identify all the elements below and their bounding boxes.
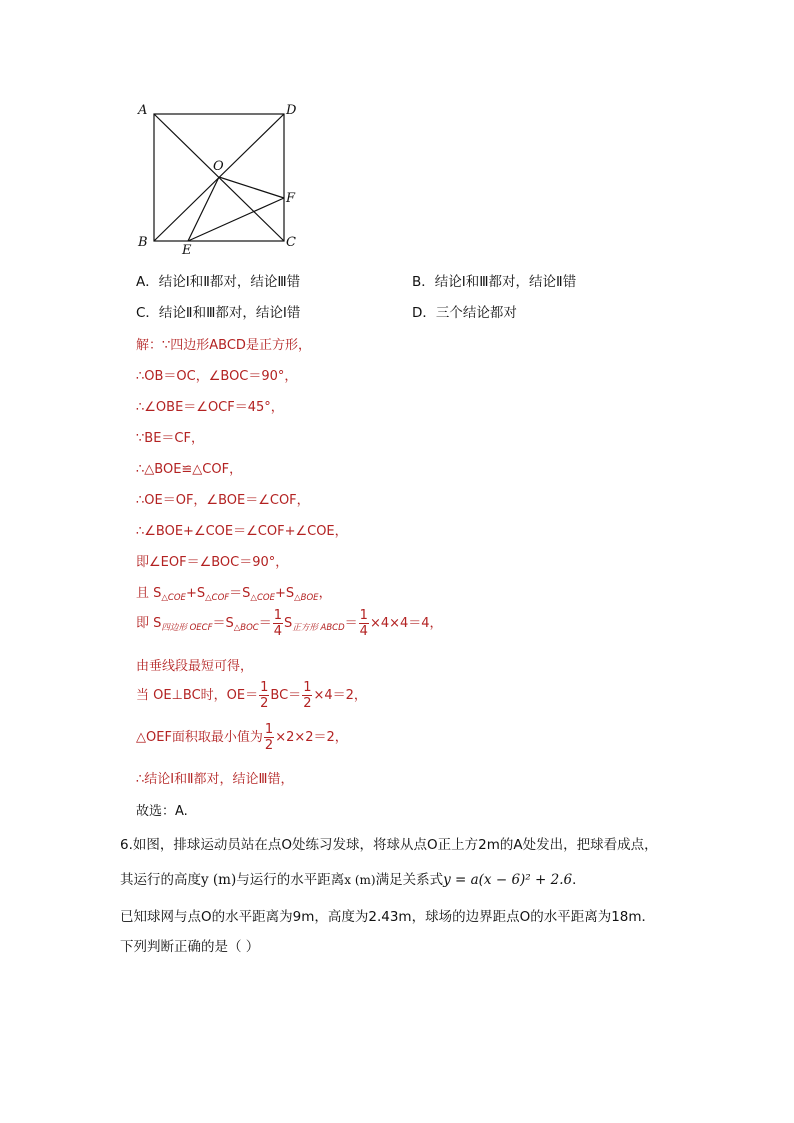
solution-line-14: ∴结论Ⅰ和Ⅱ都对，结论Ⅲ错， (136, 772, 294, 787)
l9-end: ， (318, 586, 332, 601)
option-d: D．三个结论都对 (412, 305, 517, 321)
l9-eq: ＝S (229, 586, 251, 601)
frac-num: 1 (273, 608, 283, 623)
label-c: C (286, 235, 296, 250)
segment-oe (188, 177, 219, 241)
frac-num: 1 (359, 608, 368, 623)
q-l2d: x (m) (344, 873, 376, 887)
solution-line-7: ∴∠BOE+∠COE＝∠COF+∠COE， (136, 524, 348, 539)
l10-pre: 即 S (136, 616, 162, 631)
question-6-line-1: 6.如图，排球运动员站在点O处练习发球，将球从点O正上方2m的A处发出，把球看成点， (120, 837, 658, 853)
q-l2c: 与运行的水平距离 (236, 872, 345, 888)
frac-den: 2 (260, 696, 269, 711)
l13-end: ×2×2＝2， (275, 730, 348, 745)
square-diagram (130, 96, 310, 256)
frac-num: 1 (303, 680, 312, 695)
l10-sub3: 正方形 ABCD (292, 623, 345, 633)
q-l2a: 其运行的高度 (120, 872, 201, 888)
l10-s: S (284, 616, 293, 631)
l12-mid: BC＝ (270, 688, 302, 703)
question-6-line-4: 下列判断正确的是（ ） (120, 939, 260, 955)
l10-eq: ＝S (212, 616, 234, 631)
label-f: F (286, 191, 296, 206)
solution-line-5: ∴△BOE≌△COF， (136, 462, 243, 477)
l10-eq2: ＝ (258, 616, 272, 631)
frac-den: 2 (264, 738, 274, 753)
solution-line-10 (136, 608, 443, 639)
label-o: O (213, 159, 224, 174)
frac-num: 1 (264, 722, 274, 737)
solution-answer: 故选：A. (136, 804, 188, 819)
frac-num: 1 (260, 680, 269, 695)
l12-pre: 当 OE⊥BC时，OE＝ (136, 688, 259, 703)
frac-den: 2 (303, 696, 312, 711)
solution-line-8: 即∠EOF＝∠BOC＝90°， (136, 555, 289, 570)
option-a: A．结论Ⅰ和Ⅱ都对，结论Ⅲ错 (136, 274, 301, 290)
solution-line-13 (136, 722, 348, 753)
solution-line-12 (136, 680, 367, 711)
frac-den: 4 (273, 624, 283, 639)
l10-eq3: ＝ (344, 616, 358, 631)
label-d: D (286, 103, 297, 118)
q-l2g: ． (572, 872, 586, 888)
solution-line-4: ∵BE＝CF， (136, 431, 204, 446)
frac-den: 4 (359, 624, 368, 639)
fraction-one-half-2 (302, 680, 312, 711)
label-b: B (138, 235, 148, 250)
l10-end: ×4×4＝4， (369, 616, 443, 631)
q-l2e: 满足关系式 (375, 872, 444, 888)
fraction-one-half-3 (264, 722, 274, 753)
solution-line-2: ∴OB＝OC，∠BOC＝90°， (136, 369, 298, 384)
square-figure (130, 96, 310, 260)
solution-line-1: 解：∵四边形ABCD是正方形， (136, 338, 311, 353)
l9-sub4: △BOE (294, 593, 319, 603)
solution-line-6: ∴OE＝OF，∠BOE＝∠COF， (136, 493, 310, 508)
segment-ef (188, 198, 284, 241)
q-l2b: y (m) (201, 872, 237, 888)
q-formula: y = a(x − 6)² + 2.6 (443, 872, 573, 888)
label-a: A (138, 103, 148, 118)
question-6-line-3: 已知球网与点O的水平距离为9m，高度为2.43m，球场的边界距点O的水平距离为18m． (120, 909, 656, 925)
option-c: C．结论Ⅱ和Ⅲ都对，结论Ⅰ错 (136, 305, 301, 321)
option-b: B．结论Ⅰ和Ⅲ都对，结论Ⅱ错 (412, 274, 577, 290)
solution-line-9 (136, 582, 332, 603)
question-6-line-2 (120, 868, 586, 888)
l9-sub3: △COE (250, 593, 275, 603)
fraction-one-half (259, 680, 269, 711)
l9-pre: 且 S (136, 586, 162, 601)
l13-pre: △OEF面积取最小值为 (136, 730, 263, 745)
l9-sub1: △COE (161, 593, 186, 603)
solution-line-11: 由垂线段最短可得， (136, 659, 254, 674)
fraction-one-quarter (273, 608, 283, 639)
fraction-one-quarter-2 (359, 608, 369, 639)
l9-plus1: +S (185, 586, 206, 601)
l12-end: ×4＝2， (313, 688, 367, 703)
l10-sub1: 四边形 OECF (161, 623, 213, 633)
label-e: E (182, 243, 192, 256)
l10-sub2: △BOC (233, 623, 259, 633)
solution-line-3: ∴∠OBE＝∠OCF＝45°， (136, 400, 284, 415)
l9-plus2: +S (274, 586, 295, 601)
l9-sub2: △COF (205, 593, 230, 603)
